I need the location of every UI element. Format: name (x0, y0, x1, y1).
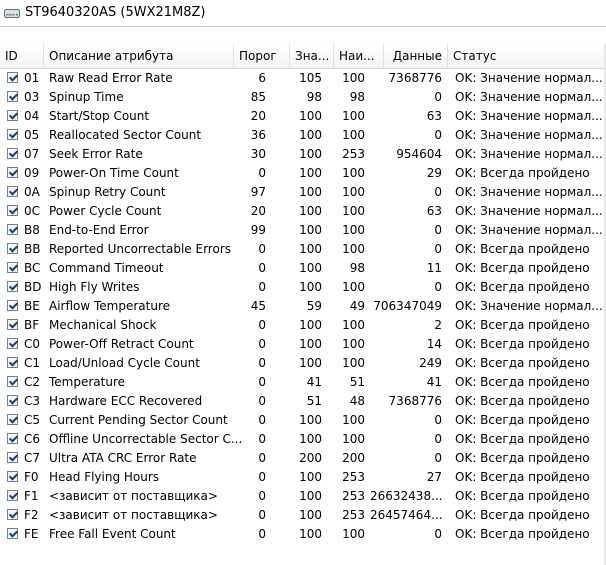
cell-status: OK: Всегда пройдено (455, 413, 590, 427)
cell-worst: 253 (342, 147, 365, 161)
cell-status: OK: Всегда пройдено (455, 432, 590, 446)
cell-current: 100 (299, 185, 322, 199)
cell-data: 249 (419, 356, 442, 370)
table-row[interactable] (0, 487, 606, 506)
cell-data: 63 (426, 204, 442, 218)
cell-id: C2 (24, 375, 41, 389)
cell-description: Power-Off Retract Count (49, 337, 194, 351)
cell-status: OK: Значение нормал... (455, 71, 603, 85)
cell-current: 100 (299, 489, 322, 503)
cell-data: 2 (434, 318, 442, 332)
cell-status: OK: Всегда пройдено (455, 489, 590, 503)
cell-id: BF (24, 318, 40, 332)
table-row[interactable] (0, 468, 606, 487)
cell-threshold: 0 (258, 413, 266, 427)
cell-threshold: 0 (258, 280, 266, 294)
table-row[interactable] (0, 506, 606, 525)
cell-status: OK: Всегда пройдено (455, 166, 590, 180)
cell-threshold: 30 (250, 147, 266, 161)
table-header (0, 44, 606, 69)
cell-data: 0 (434, 185, 442, 199)
cell-worst: 100 (342, 242, 365, 256)
cell-description: Head Flying Hours (49, 470, 160, 484)
column-header-data[interactable]: Данные (384, 44, 448, 68)
cell-current: 100 (299, 128, 322, 142)
row-checkbox[interactable] (7, 490, 18, 501)
cell-data: 706347049 (373, 299, 442, 313)
cell-data: 954604 (396, 147, 442, 161)
cell-id: F2 (24, 508, 39, 522)
cell-threshold: 20 (250, 109, 266, 123)
row-checkbox[interactable] (7, 148, 18, 159)
cell-id: 01 (24, 71, 40, 85)
cell-id: C7 (24, 451, 41, 465)
cell-id: BB (24, 242, 41, 256)
cell-current: 100 (299, 527, 322, 541)
drive-title: ST9640320AS (5WX21M8Z) (25, 5, 206, 20)
cell-worst: 100 (342, 166, 365, 180)
cell-status: OK: Всегда пройдено (455, 470, 590, 484)
hard-drive-icon (4, 6, 20, 20)
cell-status: OK: Значение нормал... (455, 90, 603, 104)
row-checkbox[interactable] (7, 167, 18, 178)
cell-description: Reported Uncorrectable Errors (49, 242, 232, 256)
cell-status: OK: Значение нормал... (455, 147, 603, 161)
table-row[interactable] (0, 240, 606, 259)
cell-status: OK: Значение нормал... (455, 128, 603, 142)
cell-id: BC (24, 261, 41, 275)
cell-threshold: 0 (258, 166, 266, 180)
cell-worst: 100 (342, 128, 365, 142)
table-row[interactable] (0, 107, 606, 126)
cell-threshold: 0 (258, 489, 266, 503)
cell-threshold: 0 (258, 318, 266, 332)
cell-id: 09 (24, 166, 40, 180)
table-row[interactable] (0, 126, 606, 145)
column-header-id[interactable]: ID (0, 44, 44, 68)
cell-worst: 100 (342, 280, 365, 294)
table-row[interactable] (0, 202, 606, 221)
table-row[interactable] (0, 392, 606, 411)
cell-data: 0 (434, 451, 442, 465)
cell-worst: 253 (342, 508, 365, 522)
cell-id: 0C (24, 204, 41, 218)
cell-threshold: 99 (250, 223, 266, 237)
cell-data: 0 (434, 280, 442, 294)
cell-current: 100 (299, 261, 322, 275)
cell-current: 105 (299, 71, 322, 85)
cell-status: OK: Всегда пройдено (455, 527, 590, 541)
cell-data: 11 (426, 261, 442, 275)
cell-threshold: 0 (258, 508, 266, 522)
cell-worst: 100 (342, 356, 365, 370)
table-row[interactable] (0, 297, 606, 316)
cell-data: 29 (426, 166, 442, 180)
cell-data: 0 (434, 128, 442, 142)
cell-id: B8 (24, 223, 40, 237)
cell-worst: 253 (342, 470, 365, 484)
table-row[interactable] (0, 525, 606, 544)
cell-threshold: 0 (258, 337, 266, 351)
row-checkbox[interactable] (7, 509, 18, 520)
row-checkbox[interactable] (7, 91, 18, 102)
cell-current: 98 (306, 90, 322, 104)
cell-data: 26632438... (370, 489, 443, 503)
cell-threshold: 0 (258, 470, 266, 484)
column-header-description[interactable]: Описание атрибута (44, 44, 234, 68)
table-row[interactable] (0, 449, 606, 468)
cell-id: FE (24, 527, 39, 541)
cell-description: Power Cycle Count (49, 204, 162, 218)
row-checkbox[interactable] (7, 243, 18, 254)
cell-data: 7368776 (388, 394, 442, 408)
cell-current: 100 (299, 109, 322, 123)
cell-description: Airflow Temperature (49, 299, 171, 313)
cell-id: BE (24, 299, 40, 313)
row-checkbox[interactable] (7, 72, 18, 83)
cell-worst: 48 (349, 394, 365, 408)
column-header-status[interactable]: Статус (448, 44, 606, 68)
table-row[interactable] (0, 145, 606, 164)
cell-worst: 100 (342, 109, 365, 123)
cell-description: <зависит от поставщика> (49, 489, 218, 503)
cell-id: F0 (24, 470, 39, 484)
table-row[interactable] (0, 221, 606, 240)
cell-worst: 100 (342, 204, 365, 218)
cell-data: 0 (434, 432, 442, 446)
cell-data: 26457464... (370, 508, 443, 522)
cell-threshold: 0 (258, 242, 266, 256)
cell-threshold: 45 (250, 299, 266, 313)
cell-current: 100 (299, 413, 322, 427)
cell-id: C5 (24, 413, 41, 427)
row-checkbox[interactable] (7, 376, 18, 387)
cell-description: Free Fall Event Count (49, 527, 176, 541)
cell-description: Power-On Time Count (49, 166, 179, 180)
cell-description: Mechanical Shock (49, 318, 157, 332)
cell-id: C1 (24, 356, 41, 370)
cell-data: 0 (434, 527, 442, 541)
cell-current: 100 (299, 318, 322, 332)
cell-status: OK: Значение нормал... (455, 299, 603, 313)
table-row[interactable] (0, 373, 606, 392)
cell-threshold: 20 (250, 204, 266, 218)
cell-threshold: 85 (250, 90, 266, 104)
cell-current: 59 (306, 299, 322, 313)
cell-current: 41 (306, 375, 322, 389)
table-row[interactable] (0, 164, 606, 183)
table-row[interactable] (0, 430, 606, 449)
cell-description: Raw Read Error Rate (49, 71, 173, 85)
cell-status: OK: Всегда пройдено (455, 375, 590, 389)
cell-current: 100 (299, 166, 322, 180)
smart-attributes-table[interactable] (0, 44, 606, 544)
column-header-worst[interactable]: Наи... (334, 44, 384, 68)
cell-status: OK: Значение нормал... (455, 223, 603, 237)
cell-description: Seek Error Rate (49, 147, 143, 161)
cell-data: 0 (434, 90, 442, 104)
row-checkbox[interactable] (7, 110, 18, 121)
table-row[interactable] (0, 259, 606, 278)
cell-status: OK: Всегда пройдено (455, 280, 590, 294)
cell-threshold: 0 (258, 394, 266, 408)
cell-worst: 253 (342, 489, 365, 503)
cell-worst: 49 (349, 299, 365, 313)
cell-status: OK: Значение нормал... (455, 185, 603, 199)
cell-current: 100 (299, 337, 322, 351)
cell-data: 27 (426, 470, 442, 484)
cell-current: 100 (299, 432, 322, 446)
cell-description: Command Timeout (49, 261, 164, 275)
cell-status: OK: Всегда пройдено (455, 508, 590, 522)
cell-current: 100 (299, 242, 322, 256)
row-checkbox[interactable] (7, 224, 18, 235)
cell-status: OK: Всегда пройдено (455, 394, 590, 408)
row-checkbox[interactable] (7, 281, 18, 292)
cell-data: 0 (434, 242, 442, 256)
cell-current: 100 (299, 147, 322, 161)
cell-description: <зависит от поставщика> (49, 508, 218, 522)
cell-worst: 51 (349, 375, 365, 389)
table-row[interactable] (0, 316, 606, 335)
cell-status: OK: Всегда пройдено (455, 242, 590, 256)
cell-current: 200 (299, 451, 322, 465)
cell-description: Hardware ECC Recovered (49, 394, 203, 408)
cell-worst: 98 (349, 90, 365, 104)
table-row[interactable] (0, 411, 606, 430)
cell-description: Spinup Retry Count (49, 185, 166, 199)
row-checkbox[interactable] (7, 205, 18, 216)
cell-current: 100 (299, 204, 322, 218)
table-row[interactable] (0, 354, 606, 373)
cell-description: Offline Uncorrectable Sector C... (49, 432, 243, 446)
cell-id: 04 (24, 109, 40, 123)
cell-data: 63 (426, 109, 442, 123)
cell-threshold: 36 (250, 128, 266, 142)
cell-description: Reallocated Sector Count (49, 128, 202, 142)
cell-id: 07 (24, 147, 40, 161)
row-checkbox[interactable] (7, 528, 18, 539)
cell-description: Temperature (49, 375, 126, 389)
cell-id: BD (24, 280, 42, 294)
cell-current: 51 (306, 394, 322, 408)
cell-threshold: 0 (258, 356, 266, 370)
cell-status: OK: Значение нормал... (455, 109, 603, 123)
cell-id: C0 (24, 337, 41, 351)
row-checkbox[interactable] (7, 452, 18, 463)
cell-data: 0 (434, 413, 442, 427)
row-checkbox[interactable] (7, 262, 18, 273)
cell-status: OK: Всегда пройдено (455, 261, 590, 275)
cell-description: High Fly Writes (49, 280, 140, 294)
row-checkbox[interactable] (7, 433, 18, 444)
cell-id: C6 (24, 432, 41, 446)
cell-status: OK: Значение нормал... (455, 204, 603, 218)
cell-id: 0A (24, 185, 40, 199)
cell-data: 41 (426, 375, 442, 389)
cell-description: Current Pending Sector Count (49, 413, 228, 427)
cell-threshold: 0 (258, 527, 266, 541)
row-checkbox[interactable] (7, 319, 18, 330)
cell-description: Load/Unload Cycle Count (49, 356, 200, 370)
row-checkbox[interactable] (7, 395, 18, 406)
cell-id: C3 (24, 394, 41, 408)
cell-worst: 200 (342, 451, 365, 465)
cell-worst: 100 (342, 413, 365, 427)
cell-current: 100 (299, 356, 322, 370)
cell-current: 100 (299, 280, 322, 294)
row-checkbox[interactable] (7, 186, 18, 197)
cell-worst: 100 (342, 318, 365, 332)
cell-id: F1 (24, 489, 39, 503)
cell-data: 14 (426, 337, 442, 351)
column-header-threshold[interactable]: Порог (234, 44, 290, 68)
row-checkbox[interactable] (7, 338, 18, 349)
table-row[interactable] (0, 335, 606, 354)
cell-status: OK: Всегда пройдено (455, 356, 590, 370)
cell-status: OK: Всегда пройдено (455, 337, 590, 351)
cell-description: Spinup Time (49, 90, 124, 104)
cell-threshold: 0 (258, 261, 266, 275)
cell-status: OK: Всегда пройдено (455, 451, 590, 465)
cell-data: 7368776 (388, 71, 442, 85)
cell-threshold: 6 (258, 71, 266, 85)
cell-current: 100 (299, 508, 322, 522)
cell-id: 05 (24, 128, 40, 142)
cell-worst: 100 (342, 71, 365, 85)
cell-worst: 100 (342, 185, 365, 199)
drive-title-bar (0, 0, 606, 27)
cell-data: 0 (434, 223, 442, 237)
cell-description: Ultra ATA CRC Error Rate (49, 451, 197, 465)
row-checkbox[interactable] (7, 471, 18, 482)
table-row[interactable] (0, 183, 606, 202)
table-body (0, 69, 606, 544)
cell-id: 03 (24, 90, 40, 104)
cell-description: Start/Stop Count (49, 109, 150, 123)
row-checkbox[interactable] (7, 414, 18, 425)
row-checkbox[interactable] (7, 300, 18, 311)
cell-worst: 100 (342, 527, 365, 541)
cell-current: 100 (299, 470, 322, 484)
row-checkbox[interactable] (7, 357, 18, 368)
cell-worst: 98 (349, 261, 365, 275)
table-row[interactable] (0, 69, 606, 88)
cell-description: End-to-End Error (49, 223, 149, 237)
column-header-current[interactable]: Зна... (290, 44, 334, 68)
cell-current: 100 (299, 223, 322, 237)
row-checkbox[interactable] (7, 129, 18, 140)
cell-threshold: 97 (250, 185, 266, 199)
cell-threshold: 0 (258, 432, 266, 446)
cell-worst: 100 (342, 432, 365, 446)
cell-worst: 100 (342, 337, 365, 351)
cell-threshold: 0 (258, 451, 266, 465)
table-row[interactable] (0, 278, 606, 297)
cell-worst: 100 (342, 223, 365, 237)
cell-threshold: 0 (258, 375, 266, 389)
table-row[interactable] (0, 88, 606, 107)
cell-status: OK: Всегда пройдено (455, 318, 590, 332)
